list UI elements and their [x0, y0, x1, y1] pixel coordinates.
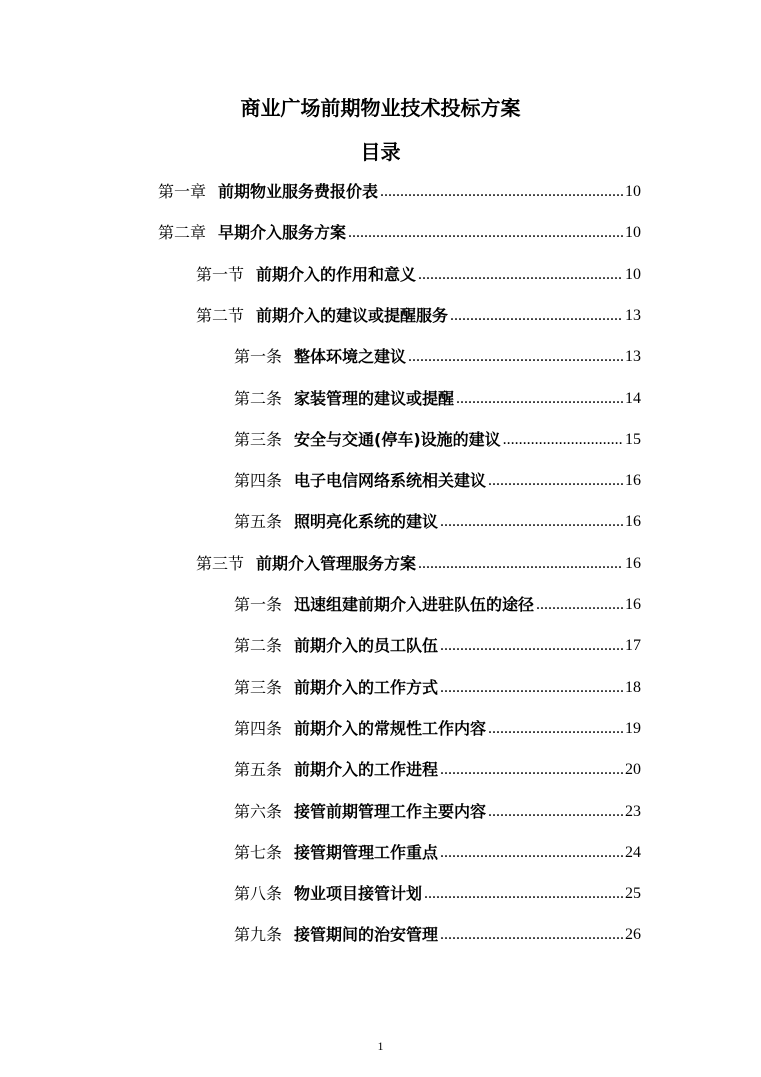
toc-dot-leader [418, 552, 623, 576]
toc-heading: 目录 [360, 140, 401, 164]
toc-entry-label: 第二节 [196, 305, 245, 325]
document-title: 商业广场前期物业技术投标方案 [240, 96, 521, 120]
toc-dot-leader [488, 717, 623, 741]
toc-dot-leader [440, 758, 623, 782]
toc-entry-title: 接管前期管理工作主要内容 [294, 801, 487, 821]
toc-entry-label: 第三条 [234, 429, 283, 449]
toc-entry-page: 23 [625, 802, 641, 820]
toc-entry[interactable] [234, 758, 641, 782]
toc-entry-title: 早期介入服务方案 [218, 223, 347, 243]
toc-entry-label: 第二条 [234, 636, 283, 656]
toc-entry[interactable] [196, 552, 641, 576]
toc-entry-page: 26 [625, 926, 641, 944]
toc-dot-leader [488, 469, 623, 493]
toc-entry-page: 15 [625, 430, 641, 448]
toc-entry-label: 第九条 [234, 925, 283, 945]
toc-entry-page: 10 [625, 265, 641, 283]
toc-entry[interactable] [234, 717, 641, 741]
toc-entry[interactable] [234, 923, 641, 947]
toc-entry-page: 18 [625, 678, 641, 696]
toc-entry-page: 13 [625, 348, 641, 366]
toc-entry-page: 24 [625, 843, 641, 861]
toc-entry[interactable] [234, 634, 641, 658]
toc-dot-leader [440, 841, 623, 865]
toc-entry[interactable] [234, 469, 641, 493]
toc-entry-title: 前期介入的作用和意义 [256, 264, 417, 284]
toc-entry-label: 第四条 [234, 718, 283, 738]
toc-entry-page: 16 [625, 472, 641, 490]
toc-entry-title: 照明亮化系统的建议 [294, 512, 439, 532]
toc-dot-leader [450, 304, 623, 328]
toc-entry-label: 第五条 [234, 760, 283, 780]
toc-dot-leader [440, 510, 623, 534]
toc-entry-label: 第五条 [234, 512, 283, 532]
toc-entry-title: 前期介入的建议或提醒服务 [256, 305, 449, 325]
toc-entry-title: 整体环境之建议 [294, 347, 407, 367]
toc-dot-leader [348, 221, 623, 245]
toc-entry-page: 20 [625, 761, 641, 779]
toc-entry[interactable] [158, 180, 641, 204]
toc-entry[interactable] [234, 676, 641, 700]
toc-dot-leader [440, 634, 623, 658]
toc-entry-label: 第二条 [234, 388, 283, 408]
toc-entry-page: 13 [625, 306, 641, 324]
toc-entry-title: 电子电信网络系统相关建议 [294, 471, 487, 491]
toc-entry[interactable] [196, 263, 641, 287]
toc-entry-label: 第一章 [158, 182, 207, 201]
toc-entry-page: 25 [625, 885, 641, 903]
toc-entry-title: 家装管理的建议或提醒 [294, 388, 455, 408]
toc-entry-page: 19 [625, 719, 641, 737]
toc-entry-page: 16 [625, 596, 641, 613]
toc-dot-leader [456, 387, 623, 411]
toc-entry-label: 第一条 [234, 595, 283, 614]
page-number: 1 [377, 1039, 384, 1053]
toc-entry-title: 前期介入管理服务方案 [256, 553, 417, 573]
toc-dot-leader [424, 882, 623, 906]
toc-entry-title: 前期介入的工作进程 [294, 760, 439, 780]
toc-dot-leader [536, 593, 623, 617]
toc-entry-title: 前期介入的工作方式 [294, 677, 439, 697]
toc-entry-label: 第四条 [234, 471, 283, 491]
toc-dot-leader [503, 428, 623, 452]
toc-dot-leader [440, 676, 623, 700]
toc-entry-title: 接管期间的治安管理 [294, 925, 439, 945]
toc-entry[interactable] [234, 387, 641, 411]
toc-dot-leader [380, 180, 623, 204]
toc-entry[interactable] [158, 221, 641, 245]
toc-entry-title: 接管期管理工作重点 [294, 842, 439, 862]
toc-entry-label: 第七条 [234, 842, 283, 862]
toc-entry[interactable] [234, 800, 641, 824]
toc-entry-page: 16 [625, 554, 641, 572]
toc-entry-title: 安全与交通(停车)设施的建议 [294, 429, 501, 449]
toc-entry-page: 14 [625, 389, 641, 407]
toc-entry-page: 16 [625, 513, 641, 531]
toc-entry-label: 第一条 [234, 347, 283, 367]
toc-dot-leader [488, 800, 623, 824]
toc-entry[interactable] [234, 510, 641, 534]
toc-dot-leader [440, 923, 623, 947]
toc-entry-label: 第三节 [196, 553, 245, 573]
toc-entry-title: 物业项目接管计划 [294, 884, 423, 904]
toc-entry[interactable] [196, 304, 641, 328]
toc-entry-label: 第二章 [158, 223, 207, 243]
toc-entry[interactable] [234, 428, 641, 452]
toc-entry-page: 10 [625, 183, 641, 200]
toc-entry-title: 前期介入的常规性工作内容 [294, 718, 487, 738]
toc-entry[interactable] [234, 882, 641, 906]
toc-dot-leader [408, 345, 623, 369]
toc-entry-label: 第三条 [234, 677, 283, 697]
toc-entry-label: 第一节 [196, 264, 245, 284]
toc-entry-page: 10 [625, 224, 641, 242]
toc-entry[interactable] [234, 345, 641, 369]
toc-entry[interactable] [234, 841, 641, 865]
toc-entry-title: 前期介入的员工队伍 [294, 636, 439, 656]
toc-entry-title: 前期物业服务费报价表 [218, 182, 379, 201]
toc-entry-page: 17 [625, 637, 641, 655]
toc-entry-label: 第八条 [234, 884, 283, 904]
toc-entry-title: 迅速组建前期介入进驻队伍的途径 [294, 595, 535, 614]
toc-entry[interactable] [234, 593, 641, 617]
toc-entry-label: 第六条 [234, 801, 283, 821]
toc-dot-leader [418, 263, 623, 287]
